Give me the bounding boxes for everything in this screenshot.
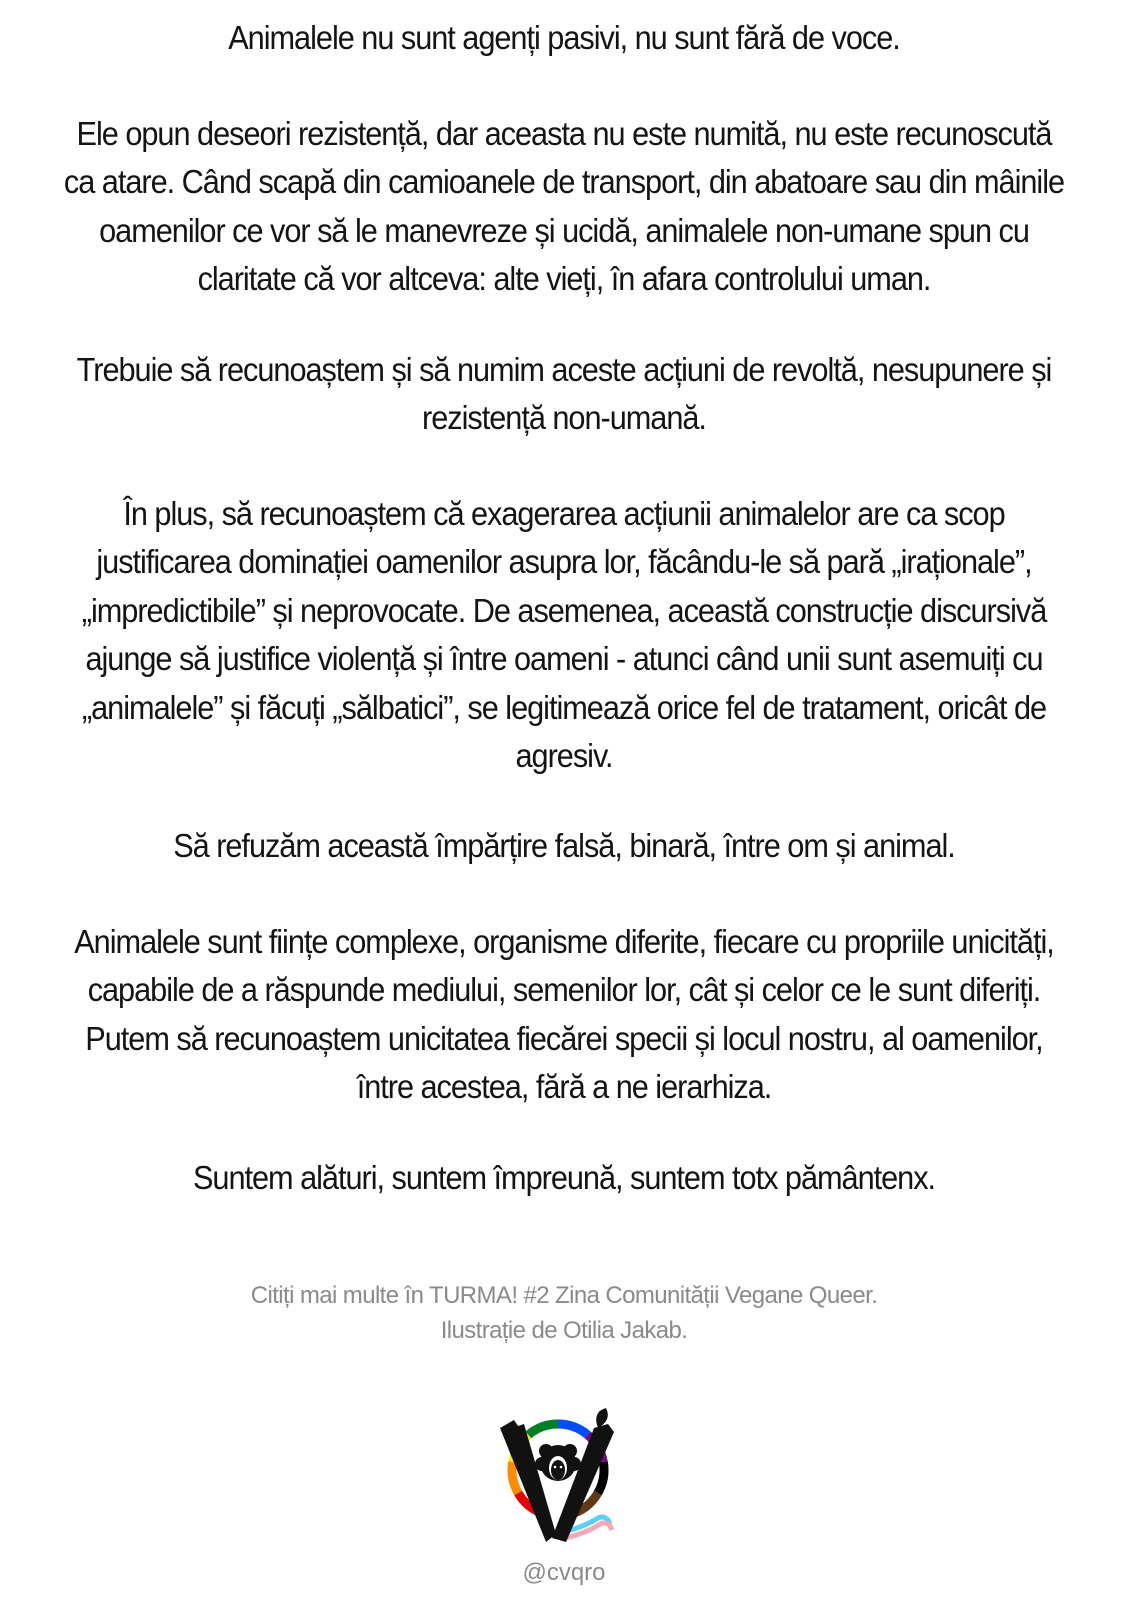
- ring-segment: [558, 1424, 588, 1435]
- paragraph-2: Ele opun deseori rezistență, dar aceasta nu este numită, nu este recunoscută ca atare. Când scapă din camioanele de transport, din abatoare sau din mâinile oamenilor ce vor să le manevreze și ucidă, animalele non-umane spun cu claritate că vor altceva: alte vieți, în afara controlului uman.: [63, 115, 1065, 298]
- paragraph-6: Animalele sunt ființe complexe, organisme diferite, fiecare cu propriile unicități, capabile de a răspunde mediului, semenilor lor, cât și celor ce le sunt diferiți. Putem să recunoaștem unicitatea fiecărei specii și locul nostru, al oamenilor, între acestea, fără a ne ierarhiza.: [74, 923, 1054, 1106]
- credit-illustration: Ilustrație de Otilia Jakab.: [440, 1317, 688, 1344]
- v-left-stroke: [500, 1420, 556, 1542]
- paragraph-1: Animalele nu sunt agenți pasivi, nu sunt fără de voce.: [228, 19, 900, 56]
- paragraph-5: Să refuzăm această împărțire falsă, binară, între om și animal.: [173, 827, 955, 864]
- sheep-icon: [535, 1444, 581, 1481]
- credit-source: Citiți mai multe în TURMA! #2 Zina Comunității Vegane Queer.: [250, 1282, 878, 1309]
- cvq-logo-icon: [494, 1406, 634, 1551]
- paragraph-7: Suntem alături, suntem împreună, suntem totx pământenx.: [192, 1159, 936, 1196]
- ring-segment: [528, 1424, 558, 1435]
- paragraph-4: În plus, să recunoaștem că exagerarea acțiunii animalelor are ca scop justificarea dominației oamenilor asupra lor, făcându-le să pară „iraționale”, „impredictibile” și neprovocate. De asemenea, această construcție discursivă ajunge să justifice violență și între oameni - atunci când unii sunt asemuiți cu „animalele” și făcuți „sălbatici”, se legitimează orice fel de tratament, oricât de agresiv.: [81, 495, 1047, 775]
- paragraph-3: Trebuie să recunoaștem și să numim aceste acțiuni de revoltă, nesupunere și rezistență non-umană.: [76, 351, 1052, 437]
- social-handle: @cvqro: [522, 1559, 606, 1586]
- credits: [0, 1278, 1128, 1348]
